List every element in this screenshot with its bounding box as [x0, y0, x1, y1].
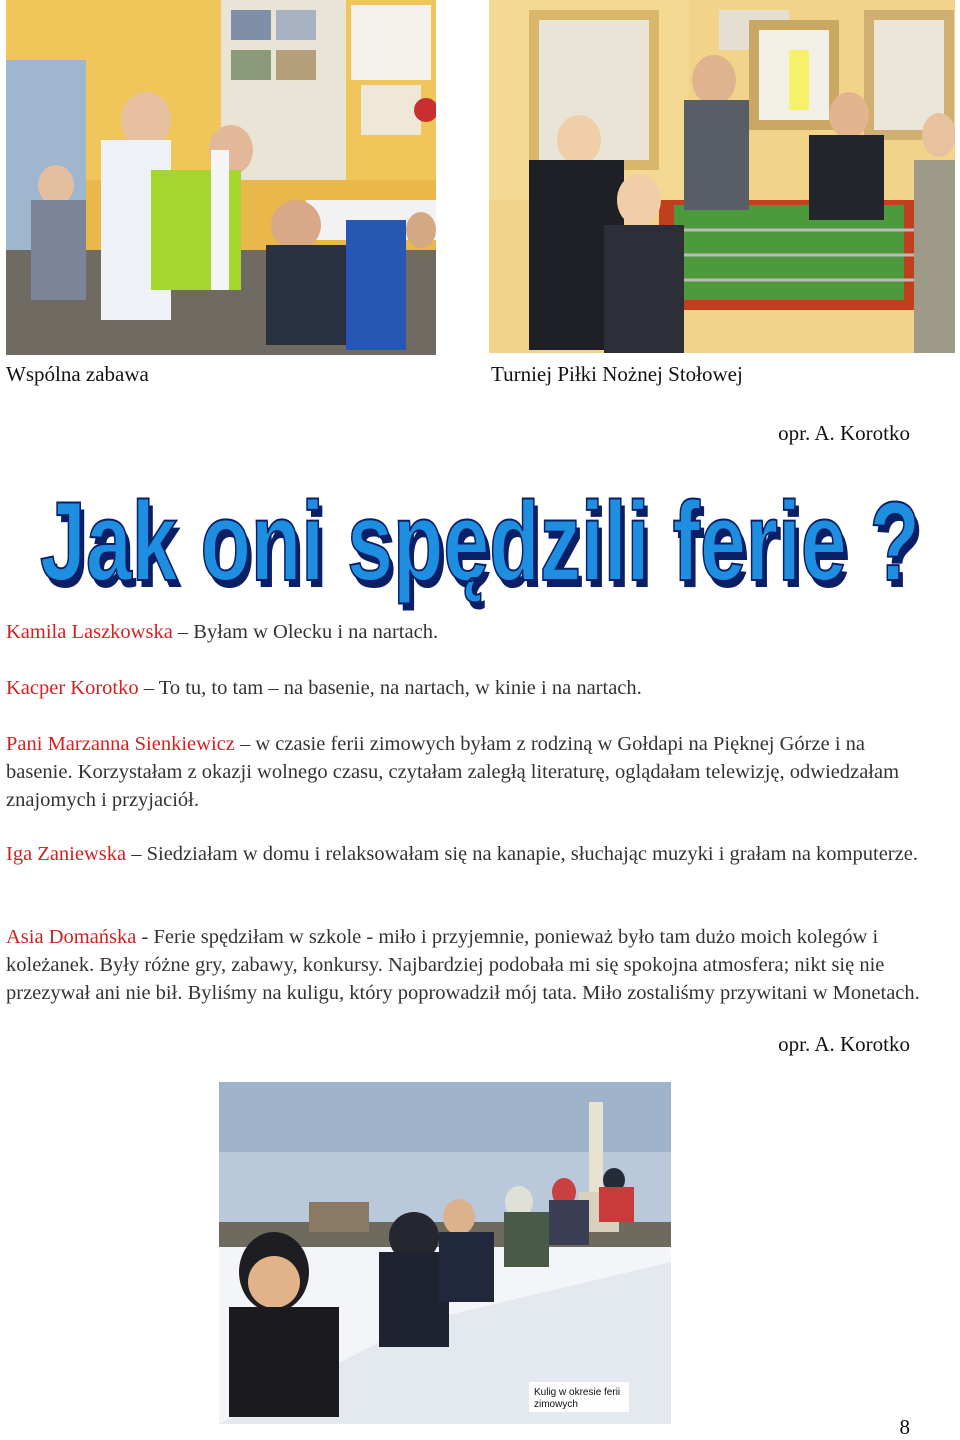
author-credit-top: opr. A. Korotko: [778, 421, 910, 445]
entry-name: Kamila Laszkowska: [6, 621, 173, 643]
headline-shadow: Jak oni spędzili ferie ?: [44, 486, 924, 611]
author-credit-bottom: opr. A. Korotko: [778, 1032, 910, 1056]
caption-classroom-game: Wspólna zabawa: [6, 362, 149, 386]
entry-text: – Byłam w Olecku i na nartach.: [172, 621, 439, 643]
entry-kacper: [6, 674, 926, 702]
entry-name: Kacper Korotko: [6, 677, 139, 699]
headline: [0, 470, 960, 615]
entry-text: – Siedziałam w domu i relaksowałam się na kanapie, słuchając muzyki i grałam na komputerze.: [126, 843, 918, 865]
caption-table-football: Turniej Piłki Nożnej Stołowej: [491, 362, 743, 386]
photo-sleigh-ride: [219, 1082, 671, 1424]
entry-text: – To tu, to tam – na basenie, na nartach, w kinie i na nartach.: [138, 677, 642, 699]
entry-kamila: [6, 618, 926, 646]
photo-table-football: [489, 0, 955, 353]
entry-text: – w czasie ferii zimowych byłam z rodziną w Gołdapi na Pięknej Górze i na basenie. Korzystałam z okazji wolnego czasu, czytałam zaległą literaturę, oglądałam telewizję, odwiedzałam znajomych i przyjaciół.: [6, 733, 900, 811]
entry-asia: [6, 923, 926, 1007]
sleigh-photo-label: Kulig w okresie ferii zimowych: [534, 1387, 621, 1410]
entry-name: Asia Domańska: [6, 926, 137, 948]
entry-text: - Ferie spędziłam w szkole - miło i przyjemnie, ponieważ było tam dużo moich kolegów i koleżanek. Były różne gry, zabawy, konkursy. Najbardziej podobała mi się spokojna atmosfera; nikt się nie przezywał ani nie bił. Byliśmy na kuligu, który poprowadził mój tata. Miło zostaliśmy przywitani w Monetach.: [6, 926, 920, 1004]
photo-classroom-game: [6, 0, 436, 355]
entry-marzanna: [6, 730, 926, 814]
entry-name: Iga Zaniewska: [6, 843, 127, 865]
entry-name: Pani Marzanna Sienkiewicz: [6, 733, 235, 755]
entry-iga: [6, 840, 926, 868]
headline-text: Jak oni spędzili ferie ?: [40, 479, 920, 604]
page-number: 8: [899, 1415, 910, 1439]
